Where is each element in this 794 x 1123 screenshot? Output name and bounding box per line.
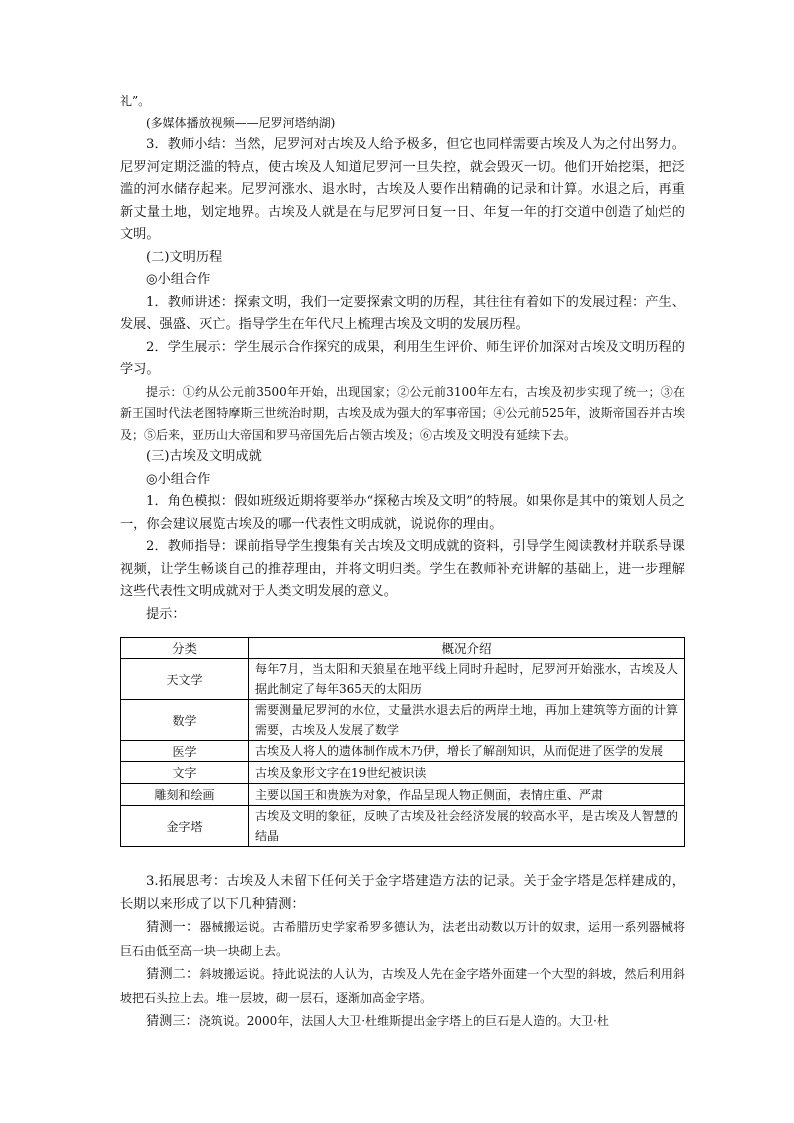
table-row — [121, 700, 685, 741]
video-note: (多媒体播放视频——尼罗河塔纳湖) — [146, 116, 336, 130]
table-cell-category: 天文学 — [121, 659, 249, 700]
achievements-table — [120, 637, 685, 847]
table-row — [121, 806, 685, 847]
extension-thinking: 3.拓展思考：古埃及人未留下任何关于金字塔建造方法的记录。关于金字塔是怎样建成的，长期以来形成了以下几种猜测： — [120, 874, 685, 912]
guess-two — [120, 963, 685, 1010]
hint-label: 提示： — [146, 606, 186, 622]
guess-one-text: 器械搬运说。古希腊历史学家希罗多德认为，法老出动数以万计的奴隶，运用一系列器械将巨石由低至高一块一块砌上去。 — [120, 920, 686, 958]
guess-one-label: 猜测一： — [146, 920, 200, 935]
document-body — [120, 90, 685, 626]
table-row — [121, 762, 685, 784]
history-hint: 提示：①约从公元前3500年开始，出现国家；②公元前3100年左右，古埃及初步实现了统一；③在新王国时代法老图特摩斯三世统治时期，古埃及成为强大的军事帝国；④公元前525年，波斯帝国吞并古埃及；⑤后来，亚历山大帝国和罗马帝国先后占领古埃及；⑥古埃及文明没有延续下去。 — [120, 384, 685, 442]
table-cell-category: 医学 — [121, 741, 249, 762]
guess-two-label: 猜测二： — [146, 967, 200, 982]
table-row — [121, 741, 685, 762]
extension-section — [120, 871, 685, 1034]
teacher-narration: 1．教师讲述：探索文明，我们一定要探索文明的历程，其往往有着如下的发展过程：产生、发展、强盛、灭亡。指导学生在年代尺上梳理古埃及文明的发展历程。 — [120, 294, 685, 332]
table-cell-category: 文字 — [121, 762, 249, 784]
table-cell-text: 古埃及文明的象征，反映了古埃及社会经济发展的较高水平，是古埃及人智慧的结晶 — [249, 806, 685, 847]
table-cell-category: 雕刻和绘画 — [121, 784, 249, 806]
guess-three-text: 浇筑说。2000年，法国人大卫·杜维斯提出金字塔上的巨石是人造的。大卫·杜 — [198, 1014, 609, 1028]
table-cell-category: 数学 — [121, 700, 249, 741]
guess-three-label: 猜测三： — [146, 1014, 199, 1029]
table-row — [121, 784, 685, 806]
guess-two-text: 斜坡搬运说。持此说法的人认为，古埃及人先在金字塔外面建一个大型的斜坡，然后利用斜坡把石头拉上去。堆一层坡，砌一层石，逐渐加高金字塔。 — [120, 967, 686, 1005]
table-header: 分类 — [121, 638, 249, 659]
table-cell-text: 每年7月，当太阳和天狼星在地平线上同时升起时，尼罗河开始涨水，古埃及人据此制定了每年365天的太阳历 — [249, 659, 685, 700]
intro-tail: 礼”。 — [120, 94, 151, 108]
table-cell-text: 需要测量尼罗河的水位，丈量洪水退去后的两岸土地，再加上建筑等方面的计算需要，古埃及人发展了数学 — [249, 700, 685, 741]
table-cell-text: 古埃及象形文字在19世纪被识读 — [249, 762, 685, 784]
table-cell-text: 古埃及人将人的遗体制作成木乃伊，增长了解剖知识，从而促进了医学的发展 — [249, 741, 685, 762]
teacher-summary: 3．教师小结：当然，尼罗河对古埃及人给予极多，但它也同样需要古埃及人为之付出努力。尼罗河定期泛滥的特点，使古埃及人知道尼罗河一旦失控，就会毁灭一切。他们开始挖渠，把泛滥的河水储存起来。尼罗河涨水、退水时，古埃及人要作出精确的记录和计算。水退之后，再重新丈量土地，划定地界。古埃及人就是在与尼罗河日复一日、年复一年的打交道中创造了灿烂的文明。 — [120, 137, 685, 242]
guess-three — [120, 1010, 685, 1034]
guess-one — [120, 916, 685, 963]
table-header: 概况介绍 — [249, 638, 685, 659]
table-cell-text: 主要以国王和贵族为对象，作品呈现人物正侧面，表情庄重、严肃 — [249, 784, 685, 806]
table-row — [121, 659, 685, 700]
role-simulation: 1．角色模拟：假如班级近期将要举办“探秘古埃及文明”的特展。如果你是其中的策划人员之一，你会建议展览古埃及的哪一代表性文明成就，说说你的理由。 — [120, 494, 685, 532]
section-heading-achievements: (三)古埃及文明成就 — [146, 449, 262, 464]
teacher-guidance: 2．教师指导：课前指导学生搜集有关古埃及文明成就的资料，引导学生阅读教材并联系导课视频，让学生畅谈自己的推荐理由，并将文明归类。学生在教师补充讲解的基础上，进一步理解这些代表性文明成就对于人类文明发展的意义。 — [120, 539, 685, 599]
section-heading-history: (二)文明历程 — [146, 249, 223, 265]
group-cooperation-label-2: ◎小组合作 — [146, 471, 211, 487]
table-cell-category: 金字塔 — [121, 806, 249, 847]
table-header-row — [121, 638, 685, 659]
group-cooperation-label: ◎小组合作 — [146, 272, 211, 287]
student-display: 2．学生展示：学生展示合作探究的成果，利用生生评价、师生评价加深对古埃及文明历程的学习。 — [120, 339, 685, 377]
